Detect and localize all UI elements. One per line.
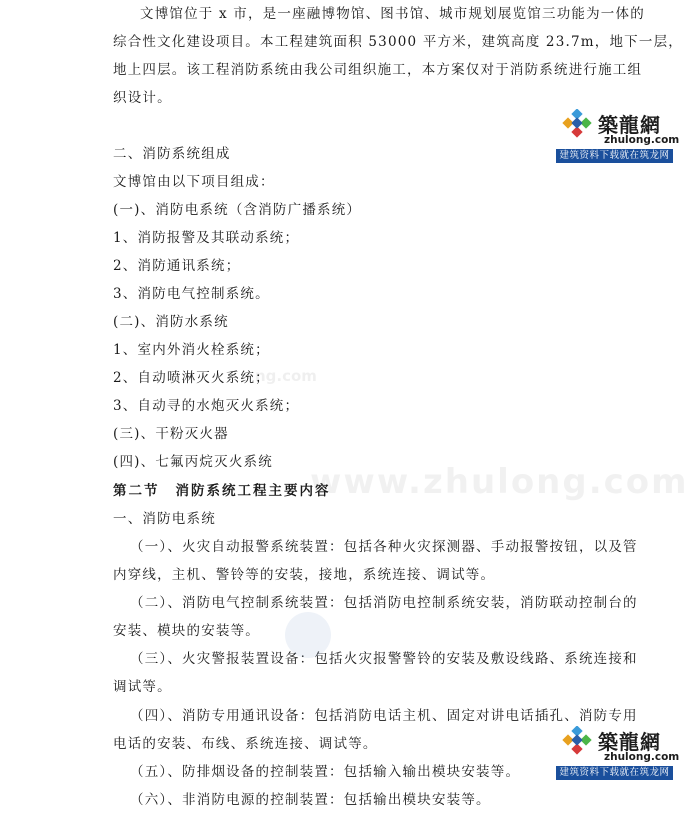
list-item: 3、消防电气控制系统。 <box>113 286 270 302</box>
paragraph-line: （一）、火灾自动报警系统装置：包括各种火灾探测器、手动报警按钮，以及管 <box>130 539 638 555</box>
intro-line-4: 织设计。 <box>113 90 172 106</box>
logo-banner: 建筑资料下载就在筑龙网 <box>556 766 673 780</box>
group-title-heptafluoropropane: (四)、七氟丙烷灭火系统 <box>113 454 273 470</box>
intro-line-3: 地上四层。该工程消防系统由我公司组织施工，本方案仅对于消防系统进行施工组 <box>113 62 643 78</box>
intro-line-1: 文博馆位于 x 市，是一座融博物馆、图书馆、城市规划展览馆三功能为一体的 <box>140 6 645 22</box>
logo-banner: 建筑资料下载就在筑龙网 <box>556 149 673 163</box>
paragraph-line: （二）、消防电气控制系统装置：包括消防电控制系统安装，消防联动控制台的 <box>130 595 638 611</box>
subsection-title-electric: 一、消防电系统 <box>113 511 216 527</box>
paragraph-line: 安装、模块的安装等。 <box>113 623 260 639</box>
paragraph-line: （六）、非消防电源的控制装置：包括输出模块安装等。 <box>130 792 491 808</box>
list-item: 3、自动寻的水炮灭火系统； <box>113 398 300 414</box>
group-title-electric: (一)、消防电系统（含消防广播系统） <box>113 202 362 218</box>
list-item: 2、自动喷淋灭火系统； <box>113 370 270 386</box>
section-heading <box>113 482 331 500</box>
logo-site: zhulong.com <box>604 751 680 763</box>
group-title-powder: (三)、干粉灭火器 <box>113 426 229 442</box>
section-heading-title: 消防系统工程主要内容 <box>175 483 331 499</box>
logo-brand: 築龍網 <box>598 113 661 137</box>
section-intro: 文博馆由以下项目组成： <box>113 174 275 190</box>
paragraph-line: （四）、消防专用通讯设备：包括消防电话主机、固定对讲电话插孔、消防专用 <box>130 708 638 724</box>
zhulong-logo-bottom <box>556 724 680 780</box>
list-item: 1、消防报警及其联动系统； <box>113 230 300 246</box>
paragraph-line: 调试等。 <box>113 679 172 695</box>
list-item: 1、室内外消火栓系统； <box>113 342 270 358</box>
intro-line-2: 综合性文化建设项目。本工程建筑面积 53000 平方米，建筑高度 23.7m，地下一层， <box>113 34 683 50</box>
section-heading-number: 第二节 <box>113 483 160 499</box>
zhulong-logo-top <box>556 107 680 163</box>
group-title-water: (二)、消防水系统 <box>113 314 229 330</box>
section-title-system-composition: 二、消防系统组成 <box>113 146 231 162</box>
logo-site: zhulong.com <box>604 134 680 146</box>
paragraph-line: （三）、火灾警报装置设备：包括火灾报警警铃的安装及敷设线路、系统连接和 <box>130 651 638 667</box>
watermark-circle <box>285 612 331 658</box>
watermark-text-small: ng.com <box>255 367 317 385</box>
zhulong-diamond-icon <box>560 726 594 760</box>
watermark-text-large: www.zhulong.com <box>310 462 689 502</box>
paragraph-line: 内穿线，主机、警铃等的安装，接地，系统连接、调试等。 <box>113 567 496 583</box>
paragraph-line: （五）、防排烟设备的控制装置：包括输入输出模块安装等。 <box>130 764 521 780</box>
list-item: 2、消防通讯系统； <box>113 258 241 274</box>
paragraph-line: 电话的安装、布线、系统连接、调试等。 <box>113 736 378 752</box>
zhulong-diamond-icon <box>560 109 594 143</box>
logo-brand: 築龍網 <box>598 730 661 754</box>
